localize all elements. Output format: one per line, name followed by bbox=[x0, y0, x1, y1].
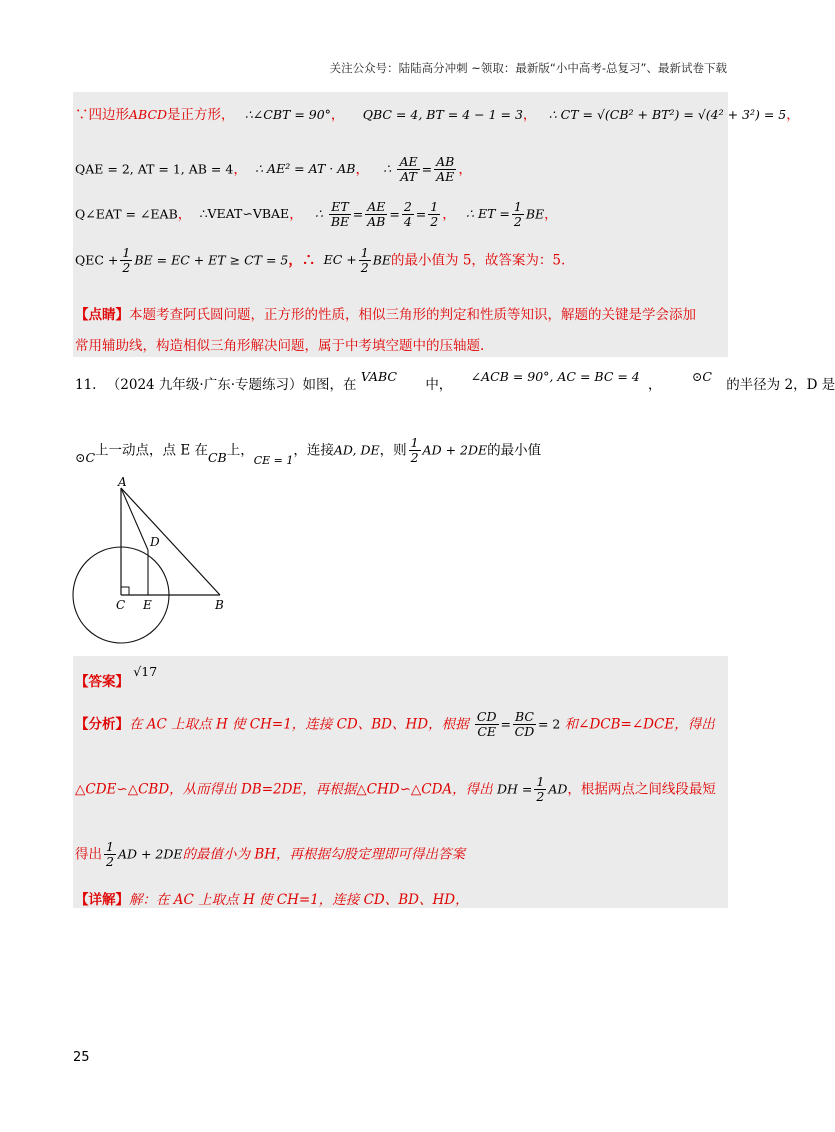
math-fragment: ⊙C bbox=[691, 369, 712, 384]
text-fragment: ， bbox=[355, 161, 369, 178]
fraction bbox=[475, 710, 499, 740]
dianjing-text: 本题考查阿氏圆问题，正方形的性质，相似三角形的判定和性质等知识，解题的关键是学会添加 bbox=[129, 307, 696, 323]
fraction bbox=[104, 840, 116, 870]
denominator: 2 bbox=[513, 214, 522, 230]
text-fragment: ， bbox=[522, 107, 537, 123]
text-fragment: ， bbox=[648, 377, 662, 393]
answer-line bbox=[75, 664, 158, 690]
text-fragment: ，∴ bbox=[288, 252, 316, 269]
fraction bbox=[397, 155, 419, 185]
math-fragment: BE bbox=[525, 206, 545, 222]
math-fragment: = bbox=[500, 716, 511, 732]
numerator: 1 bbox=[360, 245, 369, 260]
denominator: AT bbox=[400, 169, 417, 185]
text-fragment: 上一动点，点 E 在 bbox=[95, 442, 208, 459]
text-fragment: 的最值小为 BH，再根据勾股定理即可得出答案 bbox=[182, 846, 466, 863]
math-fragment: ∴ bbox=[314, 206, 323, 222]
math-fragment: ∠ACB = 90°, AC = BC = 4 bbox=[470, 369, 640, 384]
math-fragment: VABC bbox=[360, 369, 398, 384]
analysis-line-1 bbox=[75, 710, 715, 740]
math-fragment: CE = 1 bbox=[253, 454, 294, 468]
math-fragment: QBC = 4, BT = 4 − 1 = 3 bbox=[362, 107, 523, 122]
text-fragment: 中， bbox=[425, 377, 453, 393]
text-fragment: 的最小值 bbox=[487, 442, 542, 459]
numerator: AE bbox=[367, 199, 386, 214]
label-e: E bbox=[143, 598, 152, 612]
right-angle-mark bbox=[121, 587, 129, 595]
denominator: 2 bbox=[536, 789, 545, 805]
text-fragment: ∵四边形 bbox=[75, 107, 129, 123]
page-header: 关注公众号：陆陆高分冲刺 ~领取：最新版“小中高考-总复习”、最新试卷下载 bbox=[329, 61, 727, 75]
numerator: 2 bbox=[403, 199, 412, 214]
denominator: BE bbox=[330, 214, 350, 230]
text-fragment: ， bbox=[786, 107, 800, 123]
math-fragment: Q∠EAT = ∠EAB bbox=[75, 206, 178, 222]
geometry-figure bbox=[60, 470, 250, 650]
prev-solution-line-4 bbox=[75, 246, 565, 276]
math-fragment: QEC + bbox=[75, 252, 119, 268]
label-c: C bbox=[116, 598, 126, 612]
math-fragment: EC + bbox=[323, 252, 357, 268]
answer-label: 【答案】 bbox=[75, 674, 129, 690]
fraction bbox=[428, 200, 440, 230]
label-a: A bbox=[118, 475, 127, 489]
math-fragment: = 2 bbox=[537, 716, 561, 732]
denominator: CE bbox=[477, 724, 497, 740]
denominator: 4 bbox=[403, 214, 412, 230]
fraction bbox=[534, 775, 546, 805]
math-fragment: AD, DE bbox=[333, 442, 380, 458]
text-fragment: ， bbox=[330, 107, 345, 123]
text-fragment: ， bbox=[233, 161, 247, 178]
numerator: CD bbox=[476, 709, 497, 724]
math-fragment: ∴ AE² = AT · AB bbox=[255, 161, 356, 177]
text-fragment: 和∠DCB=∠DCE，得出 bbox=[564, 716, 715, 733]
math-fragment: = bbox=[352, 206, 364, 222]
analysis-label: 【分析】 bbox=[75, 716, 129, 733]
prev-solution-line-3 bbox=[75, 200, 558, 230]
dianjing-label: 【点睛】 bbox=[75, 307, 129, 323]
text-fragment: ，根据两点之间线段最短 bbox=[567, 781, 716, 798]
numerator: ET bbox=[331, 199, 349, 214]
text-fragment: ， bbox=[544, 206, 558, 223]
math-fragment: = bbox=[415, 206, 427, 222]
text-fragment: 在 AC 上取点 H 使 CH=1，连接 CD、BD、HD，根据 bbox=[129, 716, 469, 733]
text-fragment: ， bbox=[289, 206, 303, 223]
math-fragment: ⊙C bbox=[75, 450, 96, 466]
answer-value: √17 bbox=[133, 664, 158, 679]
numerator: 1 bbox=[513, 199, 522, 214]
text-fragment: 的半径为 2，D 是 bbox=[726, 377, 835, 393]
numerator: 1 bbox=[536, 774, 545, 789]
fraction bbox=[402, 200, 414, 230]
question-source: （2024 九年级·广东·专题练习）如图，在 bbox=[106, 377, 357, 393]
text-fragment: ， bbox=[177, 206, 192, 223]
math-fragment: CB bbox=[207, 450, 227, 466]
math-fragment: ∴ CT = √(CB² + BT²) = √(4² + 3²) = 5 bbox=[548, 107, 787, 122]
math-fragment: ∴VEAT∽VBAE bbox=[199, 206, 290, 222]
fraction bbox=[512, 200, 524, 230]
math-fragment: ∴∠CBT = 90° bbox=[244, 107, 331, 122]
numerator: 1 bbox=[122, 245, 131, 260]
math-fragment: DH = bbox=[496, 781, 533, 797]
fraction bbox=[329, 200, 350, 230]
denominator: 2 bbox=[106, 854, 114, 870]
math-fragment: = bbox=[421, 161, 433, 177]
detail-label: 【详解】 bbox=[75, 892, 129, 908]
page-number: 25 bbox=[73, 1050, 90, 1065]
text-fragment: ， bbox=[458, 161, 472, 178]
text-fragment: ， bbox=[442, 206, 456, 223]
numerator: AE bbox=[399, 154, 418, 169]
math-fragment: ∴ ET = bbox=[466, 206, 510, 222]
numerator: 1 bbox=[410, 435, 419, 450]
denominator: 2 bbox=[122, 260, 131, 276]
fraction bbox=[365, 200, 387, 230]
text-fragment: 得出 bbox=[75, 846, 102, 863]
numerator: BC bbox=[514, 709, 534, 724]
analysis-line-3 bbox=[75, 840, 465, 870]
text-fragment: △CDE∽△CBD，从而得出 DB=2DE，再根据△CHD∽△CDA，得出 bbox=[75, 781, 493, 798]
detail-line bbox=[75, 888, 469, 908]
prev-solution-line-1 bbox=[75, 103, 800, 123]
label-b: B bbox=[215, 598, 224, 612]
text-fragment: 上， bbox=[226, 442, 254, 459]
fraction bbox=[359, 246, 371, 276]
fraction bbox=[120, 246, 132, 276]
numerator: 1 bbox=[106, 839, 114, 854]
math-fragment: AD + 2DE bbox=[422, 442, 488, 458]
dianjing-line-1 bbox=[75, 303, 696, 323]
math-fragment: = bbox=[389, 206, 400, 222]
question-line-2 bbox=[75, 436, 541, 466]
fraction bbox=[434, 155, 456, 185]
numerator: AB bbox=[436, 154, 455, 169]
denominator: 2 bbox=[430, 214, 439, 230]
math-fragment: BE = EC + ET ≥ CT = 5 bbox=[134, 252, 289, 268]
denominator: CD bbox=[514, 724, 535, 740]
numerator: 1 bbox=[430, 199, 439, 214]
question-line-1 bbox=[75, 369, 835, 393]
math-fragment: BE bbox=[372, 252, 392, 268]
analysis-line-2 bbox=[75, 775, 716, 805]
fraction bbox=[513, 710, 536, 740]
math-fragment: ∴ bbox=[383, 161, 392, 177]
segment-ab bbox=[121, 488, 220, 595]
prev-solution-line-2 bbox=[75, 155, 472, 185]
segment-ad bbox=[121, 488, 148, 550]
detail-text: 解：在 AC 上取点 H 使 CH=1，连接 CD、BD、HD， bbox=[129, 892, 469, 908]
fraction bbox=[409, 436, 421, 466]
denominator: 2 bbox=[410, 450, 419, 466]
text-fragment: ，连接 bbox=[293, 442, 334, 459]
math-fragment: ABCD bbox=[129, 107, 168, 122]
dianjing-line-2: 常用辅助线，构造相似三角形解决问题，属于中考填空题中的压轴题. bbox=[75, 338, 485, 354]
denominator: 2 bbox=[360, 260, 369, 276]
question-number: 11. bbox=[75, 377, 97, 393]
text-fragment: 的最小值为 5，故答案为：5. bbox=[391, 252, 566, 269]
text-fragment: 是正方形， bbox=[167, 107, 235, 123]
denominator: AB bbox=[367, 214, 386, 230]
math-fragment: AD bbox=[548, 781, 568, 797]
math-fragment: QAE = 2, AT = 1, AB = 4 bbox=[75, 161, 234, 177]
text-fragment: ，则 bbox=[379, 442, 407, 459]
math-fragment: AD + 2DE bbox=[117, 846, 183, 862]
label-d: D bbox=[150, 535, 160, 549]
denominator: AE bbox=[436, 169, 455, 185]
